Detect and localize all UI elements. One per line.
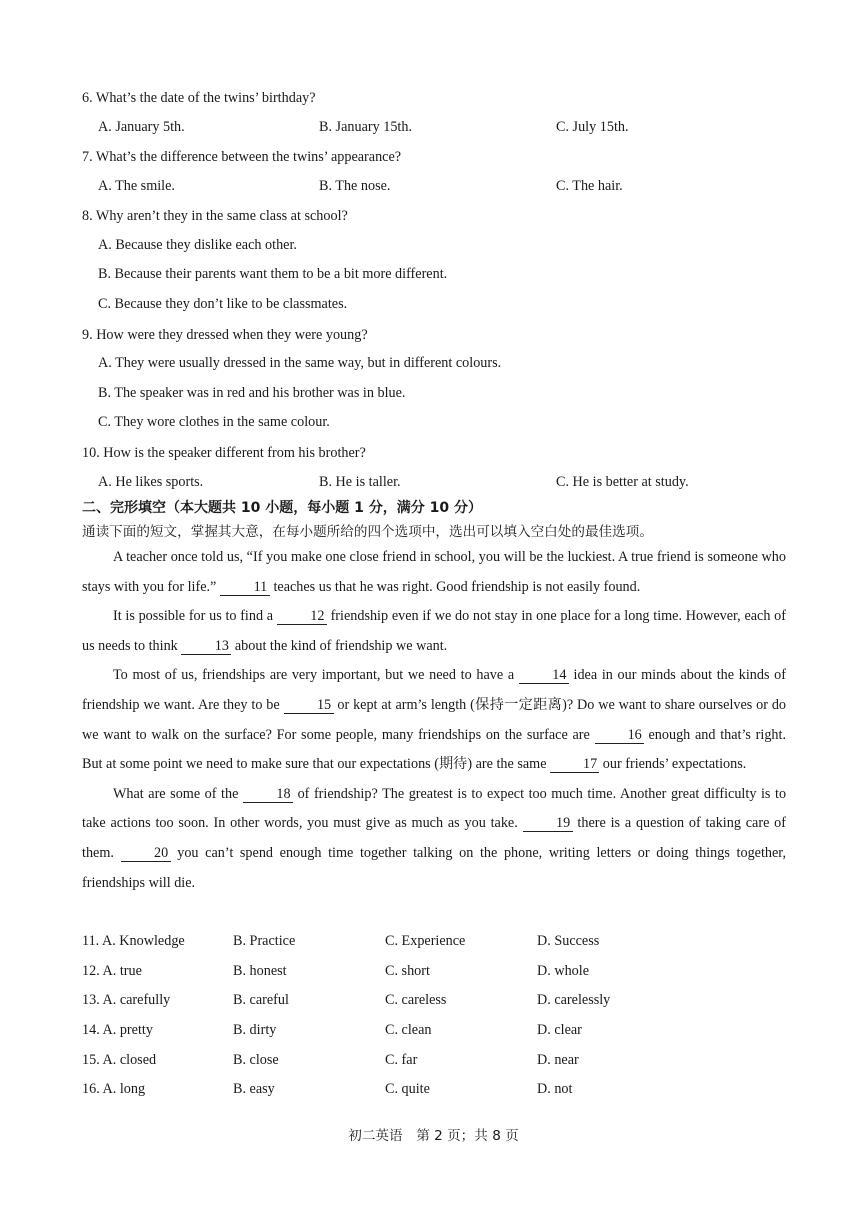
question-8-stem: 8. Why aren’t they in the same class at school? [82,208,348,224]
cloze-11-option-d: D. Success [537,933,600,949]
cloze-13-option-d: D. carelessly [537,992,611,1008]
question-6-option-c: C. July 15th. [556,119,629,135]
cloze-15-option-d: D. near [537,1052,579,1068]
question-6-stem: 6. What’s the date of the twins’ birthday? [82,90,316,106]
blank-17: 17 [550,756,599,773]
question-6-option-b: B. January 15th. [319,119,412,135]
question-10-option-c: C. He is better at study. [556,474,689,490]
passage-text: friendship even if we do not stay in one place for a long time. However, each of us needs to think [82,608,786,654]
cloze-passage [82,543,786,898]
cloze-13-option-b: B. careful [233,992,289,1008]
question-7-option-b: B. The nose. [319,178,391,194]
blank-11: 11 [220,579,270,596]
question-9-option-c: C. They wore clothes in the same colour. [98,414,330,430]
blank-19: 19 [523,815,573,832]
passage-text: our friends’ expectations. [602,756,747,773]
page-footer: 初二英语 第 2 页；共 8 页 [348,1128,519,1144]
cloze-16-option-a: 16. A. long [82,1081,146,1097]
cloze-11-option-c: C. Experience [385,933,466,949]
blank-15: 15 [284,697,334,714]
passage-paragraph-4 [82,780,786,898]
passage-text: there is a question of taking care of them. [82,815,786,861]
cloze-12-option-d: D. whole [537,963,590,979]
question-8-option-b: B. Because their parents want them to be a bit more different. [98,266,448,282]
section-2-title: 二、完形填空（本大题共 10 小题，每小题 1 分，满分 10 分） [82,500,482,516]
passage-paragraph-3 [82,661,786,779]
question-6-option-a: A. January 5th. [98,119,185,135]
question-7-option-c: C. The hair. [556,178,623,194]
cloze-14-option-b: B. dirty [233,1022,277,1038]
question-10-option-a: A. He likes sports. [98,474,204,490]
question-8-option-a: A. Because they dislike each other. [98,237,297,253]
cloze-13-option-a: 13. A. carefully [82,992,171,1008]
cloze-15-option-c: C. far [385,1052,418,1068]
question-9-option-b: B. The speaker was in red and his brother was in blue. [98,385,406,401]
cloze-16-option-b: B. easy [233,1081,275,1097]
section-2-instruction: 通读下面的短文，掌握其大意，在每小题所给的四个选项中，选出可以填入空白处的最佳选项。 [82,524,653,540]
passage-text: idea in our minds about the kinds of friendship we want. Are they to be [82,667,786,713]
blank-18: 18 [243,786,293,803]
question-10-option-b: B. He is taller. [319,474,401,490]
blank-20: 20 [121,845,171,862]
passage-text: What are some of the [113,785,239,802]
passage-text: To most of us, friendships are very important, but we need to have a [113,667,515,684]
cloze-16-option-c: C. quite [385,1081,430,1097]
question-7-option-a: A. The smile. [98,178,175,194]
cloze-14-option-a: 14. A. pretty [82,1022,153,1038]
cloze-12-option-c: C. short [385,963,430,979]
passage-text: teaches us that he was right. Good friendship is not easily found. [273,578,641,595]
passage-text: you can’t spend enough time together talking on the phone, writing letters or doing things together, friendships will die. [82,844,786,891]
cloze-12-option-a: 12. A. true [82,963,142,979]
cloze-11-option-b: B. Practice [233,933,296,949]
question-7-stem: 7. What’s the difference between the twins’ appearance? [82,149,402,165]
cloze-14-option-d: D. clear [537,1022,582,1038]
cloze-15-option-b: B. close [233,1052,279,1068]
question-8-option-c: C. Because they don’t like to be classmates. [98,296,348,312]
cloze-14-option-c: C. clean [385,1022,432,1038]
blank-13: 13 [181,638,231,655]
cloze-16-option-d: D. not [537,1081,573,1097]
cloze-15-option-a: 15. A. closed [82,1052,157,1068]
cloze-12-option-b: B. honest [233,963,287,979]
blank-16: 16 [595,727,644,744]
question-10-stem: 10. How is the speaker different from his brother? [82,445,366,461]
passage-paragraph-2 [82,602,786,661]
question-9-option-a: A. They were usually dressed in the same way, but in different colours. [98,355,502,371]
passage-paragraph-1 [82,543,786,602]
blank-14: 14 [519,667,569,684]
passage-text: or kept at arm’s length (保持一定距离)? Do we want to share ourselves or do we want to walk on the surface? For some people, many friendships on the surface are [82,696,787,743]
passage-text: A teacher once told us, “If you make one close friend in school, you will be the luckiest. A true friend is someone who stays with you for life.” [82,549,786,595]
passage-text: about the kind of friendship we want. [234,637,448,654]
passage-text: enough and that’s right. But at some point we need to make sure that our expectations (期待) are the same [82,726,787,773]
blank-12: 12 [277,608,327,625]
passage-text: It is possible for us to find a [113,608,274,625]
question-9-stem: 9. How were they dressed when they were young? [82,327,368,343]
cloze-13-option-c: C. careless [385,992,447,1008]
cloze-11-option-a: 11. A. Knowledge [82,933,185,949]
passage-text: of friendship? The greatest is to expect too much time. Another great difficulty is to take actions too soon. In other words, you must give as much as you take. [82,785,787,832]
